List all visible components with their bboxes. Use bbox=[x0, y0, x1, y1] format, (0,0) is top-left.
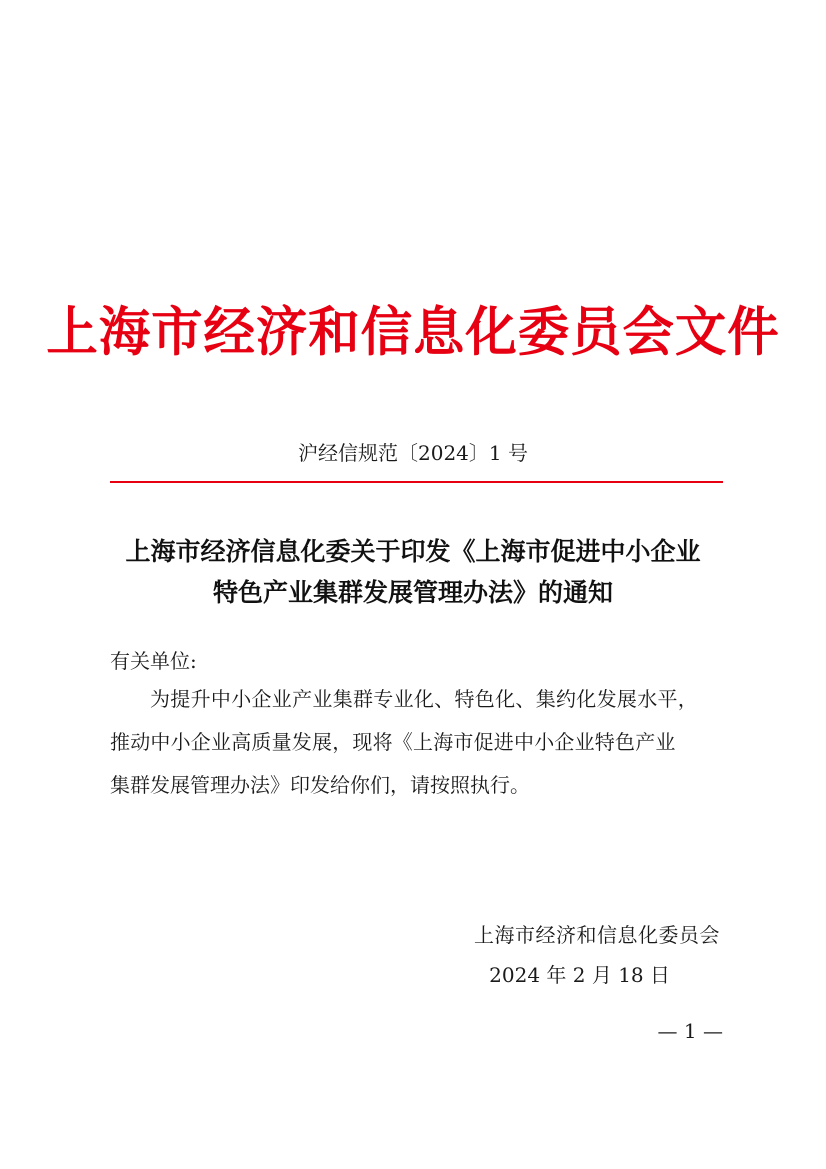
notice-title-line-1: 上海市经济信息化委关于印发《上海市促进中小企业 bbox=[125, 537, 701, 566]
issue-date: 2024 年 2 月 18 日 bbox=[489, 963, 670, 987]
issuing-authority: 上海市经济和信息化委员会 bbox=[474, 923, 720, 947]
document-number: 沪经信规范〔2024〕1 号 bbox=[298, 441, 528, 465]
body-text-line-1: 为提升中小企业产业集群专业化、特色化、集约化发展水平， bbox=[150, 687, 699, 711]
notice-title-line-2: 特色产业集群发展管理办法》的通知 bbox=[212, 578, 613, 607]
red-separator-line bbox=[110, 481, 723, 483]
body-text-line-2: 推动中小企业高质量发展，现将《上海市促进中小企业特色产业 bbox=[110, 730, 676, 754]
body-text-line-3: 集群发展管理办法》印发给你们，请按照执行。 bbox=[110, 773, 530, 797]
masthead-title: 上海市经济和信息化委员会文件 bbox=[46, 301, 780, 363]
page-number: — 1 — bbox=[657, 1019, 723, 1043]
salutation: 有关单位: bbox=[110, 649, 197, 673]
